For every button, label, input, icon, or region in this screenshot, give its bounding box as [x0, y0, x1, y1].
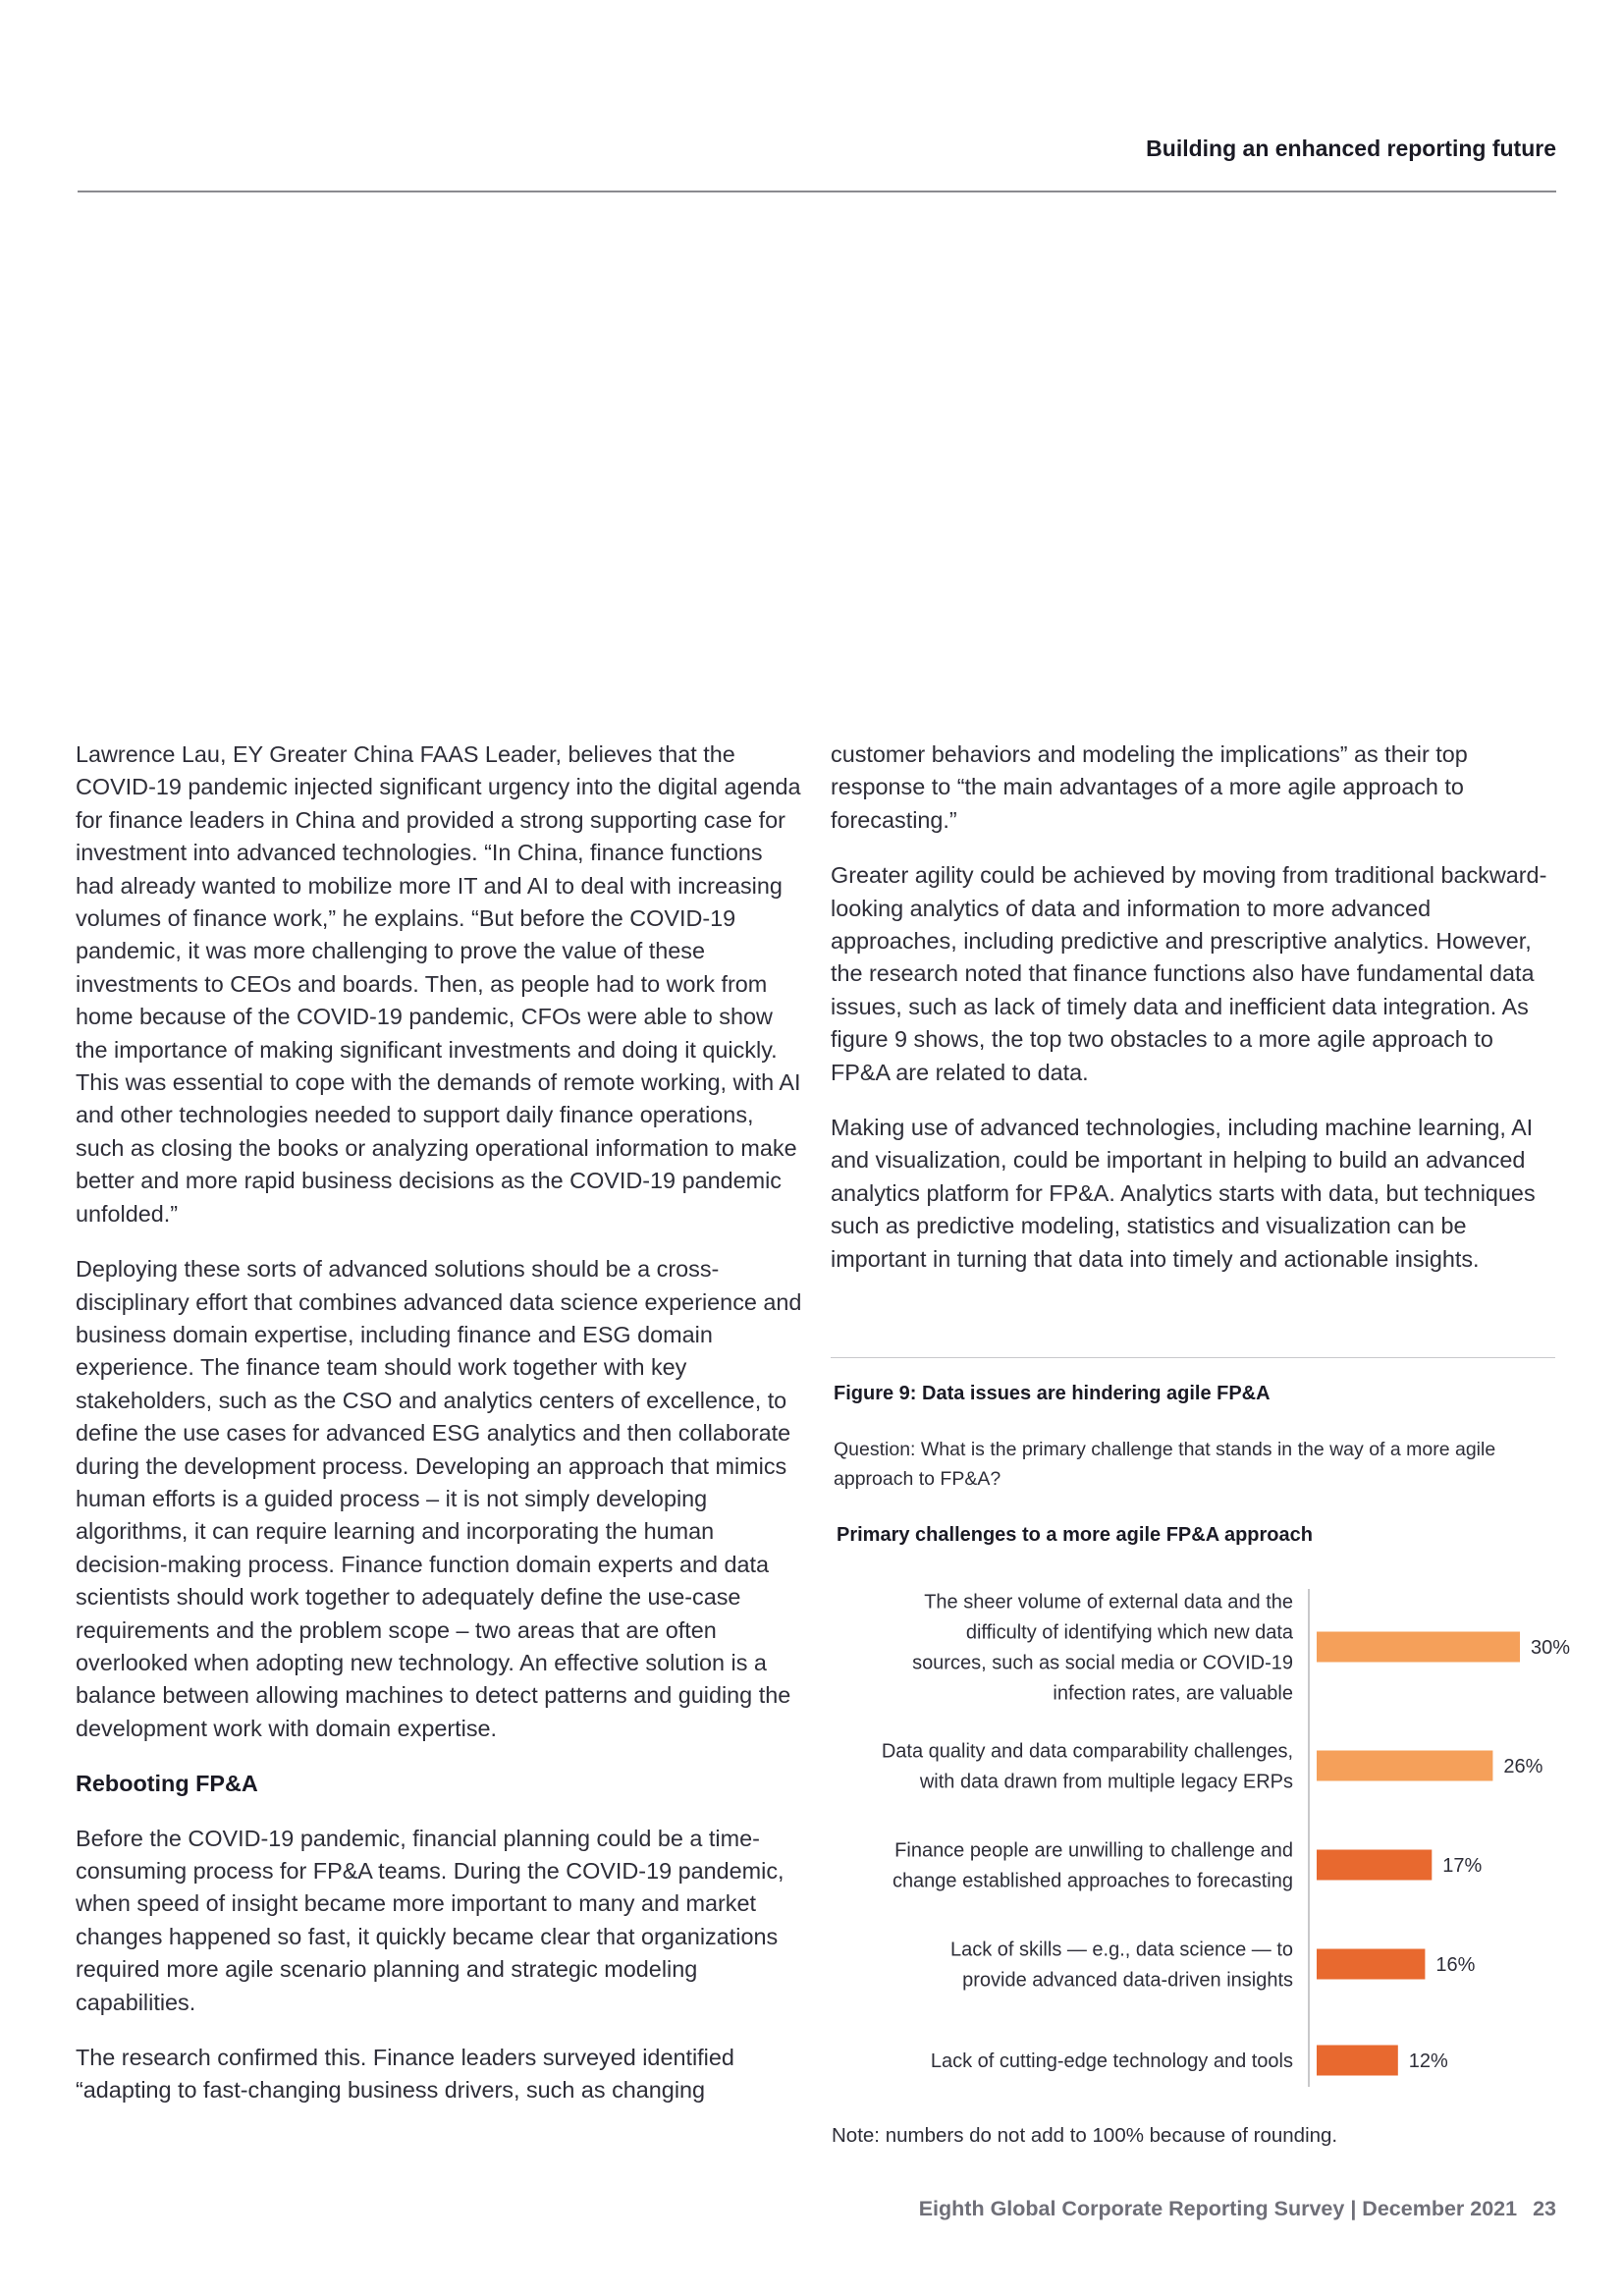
category-label-line: Lack of cutting-edge technology and tools — [930, 2050, 1293, 2072]
left-paragraph-1: Lawrence Lau, EY Greater China FAAS Leader, believes that the COVID-19 pandemic injected significant urgency into the digital agenda for finance leaders in China and provided a strong supporting case for investment into advanced technologies. “In China, finance functions had already wanted to mobilize more IT and AI to deal with increasing volumes of finance work,” he explains. “But before the COVID-19 pandemic, it was more challenging to prove the value of these investments to CEOs and boards. Then, as people had to work from home because of the COVID-19 pandemic, CFOs were able to show the importance of making significant investments and doing it quickly. This was essential to cope with the demands of remote working, with AI and other technologies needed to support daily finance operations, such as closing the books or analyzing operational information to make better and more rapid business decisions as the COVID-19 pandemic unfolded.” — [76, 741, 801, 1227]
data-label: 12% — [1408, 2050, 1448, 2072]
left-paragraph-4: The research confirmed this. Finance leaders surveyed identified “adapting to fast-changing business drivers, such as changing — [76, 2045, 734, 2104]
page-number: 23 — [1533, 2197, 1556, 2220]
page-footer — [919, 2197, 1556, 2221]
category-label-line: provide advanced data-driven insights — [962, 1969, 1293, 1992]
bar — [1317, 1949, 1425, 1980]
figure-note: Note: numbers do not add to 100% because of rounding. — [832, 2124, 1338, 2147]
category-label-line: with data drawn from multiple legacy ERPs — [919, 1771, 1293, 1793]
data-label: 30% — [1531, 1637, 1571, 1659]
category-label-line: change established approaches to forecasting — [892, 1870, 1293, 1892]
category-label — [882, 1741, 1293, 1793]
category-label-line: infection rates, are valuable — [1053, 1682, 1293, 1705]
category-label — [893, 1840, 1293, 1892]
left-column — [76, 738, 802, 2130]
right-column — [831, 738, 1557, 1298]
category-label — [912, 1592, 1294, 1705]
data-label: 16% — [1435, 1954, 1476, 1976]
bar — [1317, 1632, 1520, 1663]
category-label-line: difficulty of identifying which new data — [965, 1621, 1293, 1644]
category-label-line: sources, such as social media or COVID-19 — [912, 1652, 1293, 1674]
category-label-line: The sheer volume of external data and the — [924, 1591, 1293, 1613]
left-paragraph-3: Before the COVID-19 pandemic, financial planning could be a time-consuming process for FP&A teams. During the COVID-19 pandemic, when speed of insight became more important to many and market changes happened so fast, it quickly became clear that organizations required more agile scenario planning and strategic modeling capabilities. — [76, 1825, 784, 2015]
bar — [1317, 1751, 1492, 1781]
header-divider — [78, 191, 1556, 192]
category-label-line: Data quality and data comparability challenges, — [881, 1740, 1293, 1763]
figure-title: Figure 9: Data issues are hindering agile FP&A — [834, 1383, 1271, 1404]
right-paragraph-2: Greater agility could be achieved by moving from traditional backward-looking analytics of data and information to more advanced approaches, including predictive and prescriptive analytics. However, the research noted that finance functions also have fundamental data issues, such as lack of timely data and inefficient data integration. As figure 9 shows, the top two obstacles to a more agile approach to FP&A are related to data. — [831, 862, 1547, 1085]
footer-text: Eighth Global Corporate Reporting Survey | December 2021 — [918, 2197, 1518, 2220]
bar — [1317, 1850, 1432, 1881]
category-label — [950, 1940, 1293, 1992]
header-title: Building an enhanced reporting future — [1146, 136, 1556, 161]
data-label: 26% — [1503, 1756, 1543, 1777]
section-heading: Rebooting FP&A — [76, 1771, 258, 1797]
figure-divider — [831, 1357, 1555, 1358]
left-paragraph-2: Deploying these sorts of advanced solutions should be a cross-disciplinary effort that combines advanced data science experience and business domain expertise, including finance and ESG domain experience. The finance team should work together with key stakeholders, such as the CSO and analytics centers of excellence, to define the use cases for advanced ESG analytics and then collaborate during the development process. Developing an approach that mimics human efforts is a guided process – it is not simply developing algorithms, it can require learning and incorporating the human decision-making process. Finance function domain experts and data scientists should work together to adequately define the use-case requirements and the problem scope – two areas that are often overlooked when adopting new technology. An effective solution is a balance between allowing machines to detect patterns and guiding the development work with domain expertise. — [76, 1256, 802, 1741]
category-label-line: Finance people are unwilling to challenge and — [894, 1839, 1293, 1862]
right-paragraph-3: Making use of advanced technologies, including machine learning, AI and visualization, could be important in helping to build an advanced analytics platform for FP&A. Analytics starts with data, but techniques such as predictive modeling, statistics and visualization can be important in turning that data into timely and actionable insights. — [831, 1115, 1536, 1272]
bar-chart — [831, 1581, 1571, 2092]
category-label-line: Lack of skills — e.g., data science — to — [949, 1939, 1293, 1961]
chart-title: Primary challenges to a more agile FP&A approach — [837, 1524, 1313, 1546]
category-label — [931, 2050, 1293, 2072]
bar — [1317, 2046, 1398, 2076]
figure-question: Question: What is the primary challenge that stands in the way of a more agile approach to FP&A? — [834, 1439, 1496, 1490]
right-paragraph-1: customer behaviors and modeling the implications” as their top response to “the main advantages of a more agile approach to forecasting.” — [831, 741, 1468, 833]
data-label: 17% — [1442, 1855, 1483, 1877]
